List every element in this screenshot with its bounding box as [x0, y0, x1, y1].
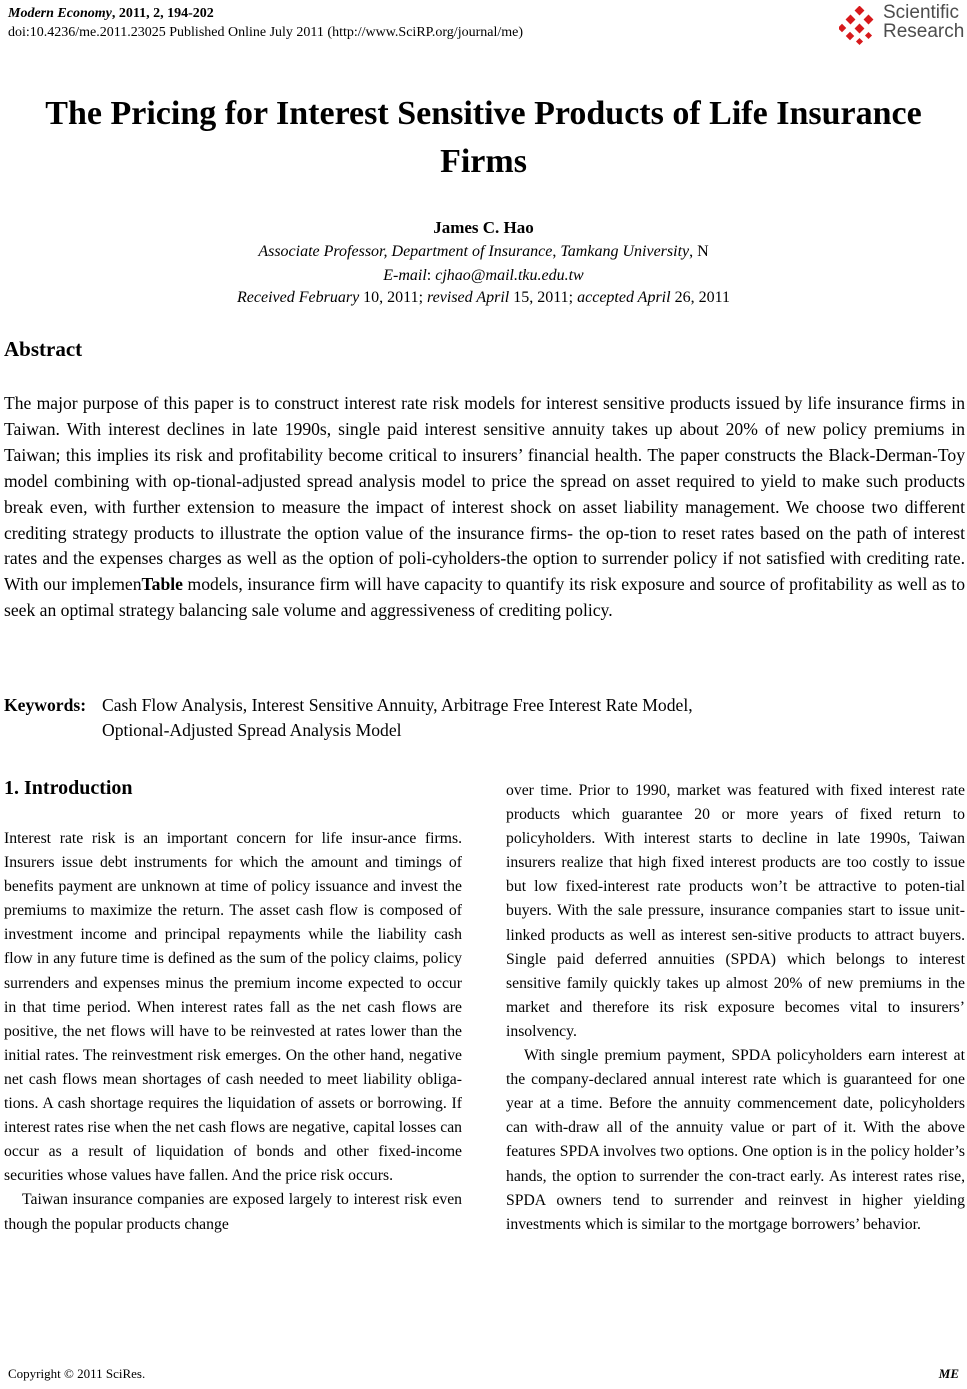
author-email: E-mail: cjhao@mail.tku.edu.tw	[383, 267, 584, 284]
abstract-heading: Abstract	[4, 337, 83, 361]
journal-header	[8, 4, 523, 42]
email-link[interactable]: cjhao@mail.tku.edu.tw	[435, 267, 584, 284]
keywords	[4, 693, 965, 743]
logo-line-1: Scientific	[883, 2, 960, 23]
logo-text	[883, 3, 964, 41]
journal-name: Modern Economy	[8, 6, 112, 21]
publisher-logo	[839, 2, 965, 48]
section-heading-introduction: 1. Introduction	[4, 777, 133, 799]
scirp-logo-icon	[839, 6, 879, 46]
submission-dates: Received February 10, 2011; revised April 15, 2011; accepted April 26, 2011	[237, 289, 730, 306]
left-column	[4, 827, 462, 1237]
keywords-line-1: Cash Flow Analysis, Interest Sensitive Annuity, Arbitrage Free Interest Rate Model,	[102, 695, 693, 715]
journal-abbreviation: ME	[938, 1366, 959, 1381]
paper-title: The Pricing for Interest Sensitive Products of Life Insurance Firms	[45, 95, 922, 180]
keywords-line-2: Optional-Adjusted Spread Analysis Model	[102, 720, 402, 740]
right-column	[506, 779, 965, 1237]
keywords-label: Keywords:	[4, 695, 87, 715]
journal-volume: , 2011, 2, 194-202	[111, 6, 214, 21]
author-name: James C. Hao	[433, 218, 534, 237]
author-affiliation: Associate Professor, Department of Insurance, Tamkang University, N	[258, 243, 709, 260]
paragraph: over time. Prior to 1990, market was featured with fixed interest rate products which guarantee 20 or more years of fixed return to policyholders. With interest starts to decline in late 1990s, Taiwan insurers realize that high fixed interest products are too costly to issue but low fixed-interest rate products won’t be attractive to poten-tial buyers. With the sale pressure, insurance companies start to issue unit-linked products as well as interest sen-sitive products to attract buyers. Single paid deferred annuities (SPDA) which belongs to interest sensitive family quickly takes up almost 20% of new premiums in the market and therefore its risk exposure becomes vital to insurers’ insolvency.	[506, 782, 965, 1040]
paragraph: Taiwan insurance companies are exposed largely to interest risk even though the popular products change	[4, 1191, 462, 1233]
paragraph: With single premium payment, SPDA policyholders earn interest at the company-declared annual interest rate which is guaranteed for one year at a time. Before the annuity commencement date, policyholders can with-draw all of the annuity value or part of it. With the above features SPDA involves two options. One option is in the policy holder’s hands, the option to surrender the con-tract early. As interest rates rise, SPDA owners tend to surrender and reinvest in higher yielding investments which is similar to the mortgage borrowers’ behavior.	[506, 1047, 965, 1233]
abstract-text: The major purpose of this paper is to construct interest rate risk models for interest sensitive products issued by life insurance firms in Taiwan. With interest declines in late 1990s, single paid interest sensitive annuity takes up about 20% of new policy premiums in Taiwan; this implies its risk and profitability become critical to insurers’ financial health. The paper constructs the Black-Derman-Toy model combining with op-tional-adjusted spread analysis model to price the spread on asset required to yield to make such products break even, with further extension to measure the impact of interest shock on asset liability management. We choose two different crediting strategy products to illustrate the option value of the insurance firms- the op-tion to reset rates based on the path of interest rates and the expenses charges as well as the option of poli-cyholders-the option to surrender policy if not satisfied with crediting rate. With our implemenTable models, insurance firm will have capacity to quantify its risk exposure and source of profitability as well as to seek an optimal strategy balancing sale volume and aggressiveness of crediting policy.	[4, 393, 965, 621]
copyright: Copyright © 2011 SciRes.	[8, 1366, 146, 1381]
doi-line: doi:10.4236/me.2011.23025 Published Online July 2011 (http://www.SciRP.org/journal/me)	[8, 25, 524, 40]
page-footer	[8, 1366, 959, 1382]
paragraph: Interest rate risk is an important concern for life insur-ance firms. Insurers issue debt instruments for which the amount and timings of benefits payment are unknown at time of policy issuance and invest the premiums to maximize the return. The asset cash flow is composed of investment income and principal repayments while the liability cash flow in any future time is defined as the sum of the policy claims, policy surrenders and expenses minus the premium income expected to occur in that time period. When interest rates fall as the net cash flows are positive, the net flows will have to be reinvested at rates lower than the initial rates. The reinvestment risk emerges. On the other hand, negative net cash flows mean shortages of cash needed to meet liability obliga-tions. A cash shortage requires the liquidation of assets or borrowing. If interest rates rise when the net cash flows are negative, capital losses can occur as a result of liquidation of bonds and other fixed-income securities whose values have fallen. And the price risk occurs.	[4, 830, 462, 1185]
logo-line-2: Research	[883, 21, 965, 42]
